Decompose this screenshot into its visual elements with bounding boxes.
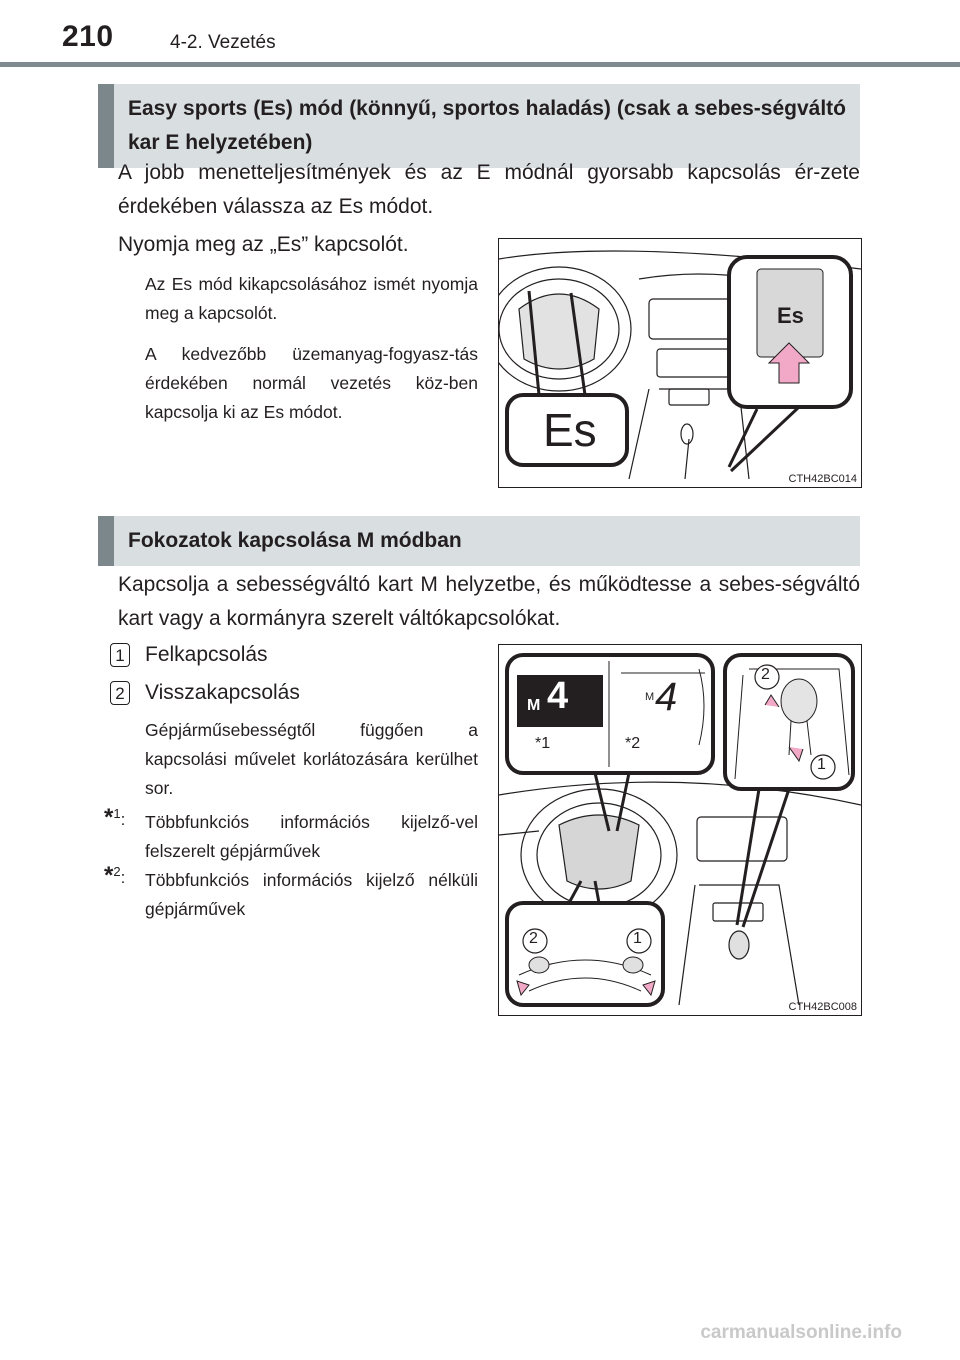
- m-mode-intro: Kapcsolja a sebességváltó kart M helyzetbe, és működtesse a sebes-ségváltó kart vagy a kormányra szerelt váltókapcsolókat.: [118, 573, 860, 630]
- m-mode-illustration: [498, 644, 862, 1016]
- footnote-marker-2: *$^2$:: [104, 862, 126, 889]
- item-label-upshift: Felkapcsolás: [145, 643, 268, 666]
- es-mode-instruction: Nyomja meg az „Es” kapcsolót.: [118, 233, 409, 256]
- callout-2-shifter: 2: [761, 666, 770, 683]
- section-heading-m-mode: Fokozatok kapcsolása M módban: [98, 516, 860, 566]
- display1-gear: 4: [547, 675, 569, 717]
- watermark: carmanualsonline.info: [700, 1322, 902, 1343]
- callout-2-paddle: 2: [529, 930, 538, 947]
- es-mode-intro: A jobb menetteljesítmények és az E módnál gyorsabb kapcsolás ér-zete érdekében válassza az Es módot.: [118, 161, 860, 218]
- es-mode-note-1: Az Es mód kikapcsolásához ismét nyomja meg a kapcsolót.: [145, 274, 478, 323]
- page-number: 210: [62, 20, 114, 53]
- item-number-1: 1: [110, 643, 130, 667]
- section-heading-es-mode: Easy sports (Es) mód (könnyű, sportos haladás) (csak a sebes-ségváltó kar E helyzetében): [98, 84, 860, 168]
- display1-footnote-ref: *1: [535, 735, 551, 752]
- header-divider: [0, 62, 960, 67]
- display2-m-label: M: [645, 691, 655, 703]
- callout-1-shifter: 1: [817, 756, 826, 773]
- figure-code: CTH42BC014: [788, 473, 857, 485]
- es-zoom-label: Es: [543, 404, 597, 456]
- es-mode-note-2: A kedvezőbb üzemanyag-fogyasz-tás érdekében normál vezetés köz-ben kapcsolja ki az Es módot.: [145, 344, 478, 422]
- footnote-text-2: Többfunkciós információs kijelző nélküli gépjárművek: [145, 870, 478, 919]
- figure-code-2: CTH42BC008: [788, 1001, 857, 1013]
- callout-1-paddle: 1: [633, 930, 642, 947]
- es-switch-illustration: [498, 238, 862, 488]
- item-number-2: 2: [110, 681, 130, 705]
- es-button-label: Es: [777, 303, 804, 328]
- footnote-text-1: Többfunkciós információs kijelző-vel felszerelt gépjárművek: [145, 812, 478, 861]
- section-title: 4-2. Vezetés: [170, 32, 276, 53]
- display2-gear: 4: [655, 675, 678, 719]
- display2-footnote-ref: *2: [625, 735, 641, 752]
- item-label-downshift: Visszakapcsolás: [145, 681, 300, 704]
- m-mode-note: Gépjárműsebességtől függően a kapcsolási művelet korlátozására kerülhet sor.: [145, 720, 478, 798]
- footnote-marker-1: *$^1$:: [104, 804, 126, 831]
- display1-m-label: M: [527, 697, 541, 714]
